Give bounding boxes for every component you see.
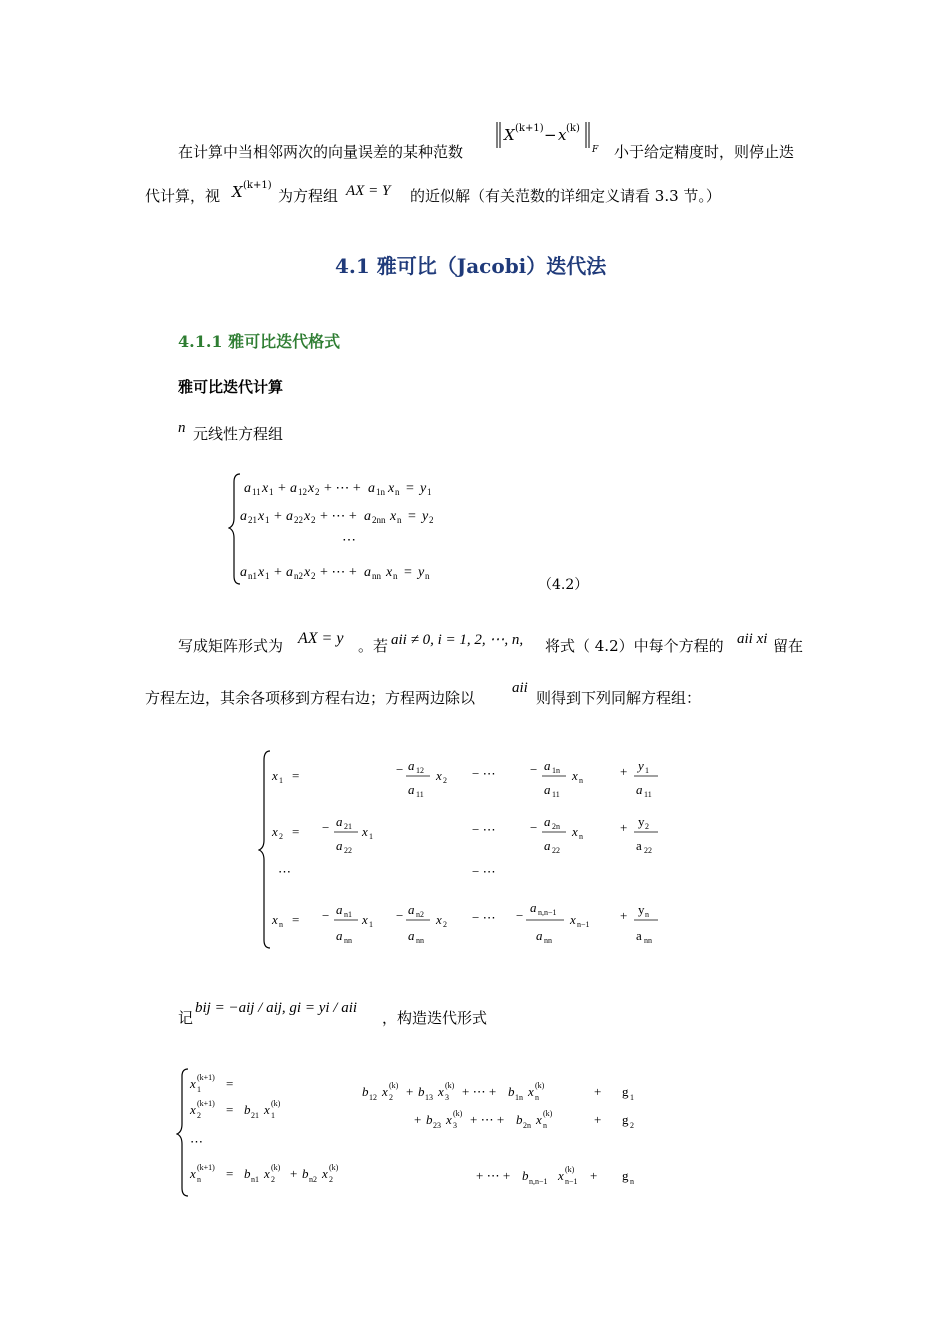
norm-expression [494, 118, 612, 162]
svg-text:a: a [544, 758, 551, 773]
svg-text:3: 3 [453, 1121, 457, 1130]
svg-text:+: + [590, 1168, 598, 1183]
svg-text:−: − [396, 762, 404, 777]
svg-text:=: = [226, 1076, 234, 1091]
svg-text:2: 2 [279, 832, 283, 841]
svg-text:3: 3 [445, 1093, 449, 1102]
svg-text:a: a [364, 509, 371, 524]
svg-text:x: x [264, 1166, 270, 1181]
svg-text:b: b [426, 1112, 433, 1127]
svg-text:a: a [336, 928, 343, 943]
svg-text:x: x [258, 565, 265, 580]
svg-text:x: x [390, 509, 397, 524]
para2-aii: aii [512, 680, 528, 696]
svg-text:n: n [279, 920, 283, 929]
n-text: 元线性方程组 [193, 425, 284, 443]
svg-text:(k+1): (k+1) [197, 1099, 215, 1108]
para1-text-e: 的近似解（有关范数的详细定义请看 3.3 节。） [410, 187, 721, 205]
para1-line2 [145, 186, 220, 206]
svg-text:−: − [530, 762, 538, 777]
svg-text:12: 12 [416, 766, 424, 775]
svg-text:n2: n2 [416, 910, 424, 919]
svg-text:x: x [362, 824, 368, 839]
para1-text-b: 小于给定精度时，则停止迭 [614, 143, 795, 161]
svg-text:b: b [244, 1166, 251, 1181]
para1-text-a: 在计算中当相邻两次的向量误差的某种范数 [178, 143, 464, 161]
svg-text:1: 1 [271, 1111, 275, 1120]
svg-text:+ ⋯ +: + ⋯ + [320, 509, 357, 524]
svg-text:− ⋯: − ⋯ [472, 864, 496, 879]
svg-text:+: + [620, 908, 628, 923]
svg-text:(k): (k) [271, 1163, 281, 1172]
svg-text:(k): (k) [271, 1099, 281, 1108]
svg-text:x: x [558, 126, 567, 144]
svg-text:2: 2 [630, 1121, 634, 1130]
svg-text:nn: nn [544, 936, 552, 945]
svg-text:a: a [286, 509, 293, 524]
svg-text:x: x [304, 509, 311, 524]
svg-text:x: x [264, 1102, 270, 1117]
svg-text:22: 22 [294, 515, 303, 525]
svg-text:b: b [302, 1166, 309, 1181]
svg-text:11: 11 [552, 790, 560, 799]
svg-text:x: x [528, 1084, 534, 1099]
svg-text:a: a [240, 509, 247, 524]
svg-text:x: x [572, 768, 578, 783]
svg-text:− ⋯: − ⋯ [472, 766, 496, 781]
svg-text:(k): (k) [566, 123, 580, 134]
svg-text:−: − [396, 908, 404, 923]
svg-text:b: b [418, 1084, 425, 1099]
svg-text:2: 2 [197, 1111, 201, 1120]
svg-text:=: = [406, 481, 414, 496]
svg-text:y: y [638, 902, 645, 917]
svg-text:x: x [572, 824, 578, 839]
svg-text:n1: n1 [251, 1175, 259, 1184]
svg-text:(k): (k) [453, 1109, 463, 1118]
svg-text:a: a [240, 565, 247, 580]
svg-text:(k): (k) [389, 1081, 399, 1090]
svg-text:x: x [386, 565, 393, 580]
svg-text:n−1: n−1 [577, 920, 590, 929]
svg-text:2: 2 [429, 515, 434, 525]
svg-text:a: a [544, 814, 551, 829]
para2-b: 。若 [358, 637, 389, 655]
svg-text:x: x [262, 481, 269, 496]
svg-text:x: x [272, 824, 278, 839]
svg-text:y: y [420, 481, 427, 496]
svg-text:2: 2 [271, 1175, 275, 1184]
svg-text:n: n [543, 1121, 547, 1130]
svg-text:⋯: ⋯ [342, 533, 356, 548]
svg-text:−: − [322, 908, 330, 923]
svg-text:n: n [645, 910, 649, 919]
svg-text:a: a [244, 481, 251, 496]
svg-text:n: n [425, 571, 430, 581]
svg-text:a: a [408, 782, 415, 797]
svg-text:y: y [638, 758, 644, 773]
svg-text:n: n [393, 571, 398, 581]
svg-text:=: = [404, 565, 412, 580]
svg-text:n: n [397, 515, 402, 525]
svg-text:x: x [258, 509, 265, 524]
svg-text:n−1: n−1 [565, 1177, 578, 1186]
svg-text:+: + [290, 1166, 298, 1181]
para1-line2-c [410, 186, 721, 206]
svg-text:+: + [278, 481, 286, 496]
svg-text:11: 11 [644, 790, 652, 799]
svg-text:=: = [226, 1166, 234, 1181]
svg-text:b: b [516, 1112, 523, 1127]
svg-text:F: F [592, 145, 599, 155]
svg-text:=: = [292, 824, 300, 839]
svg-text:−: − [530, 820, 538, 835]
svg-text:1n: 1n [552, 766, 560, 775]
svg-text:a: a [408, 758, 415, 773]
svg-text:a: a [408, 928, 415, 943]
para3-a: 记 [178, 1009, 194, 1027]
xk1-symbol [230, 176, 276, 208]
axy-symbol: AX = Y [346, 183, 391, 199]
svg-text:+: + [620, 820, 628, 835]
svg-text:⋯: ⋯ [278, 864, 291, 879]
svg-text:x: x [308, 481, 315, 496]
svg-text:⋯: ⋯ [190, 1134, 203, 1149]
svg-text:a: a [636, 928, 642, 943]
svg-text:+: + [274, 509, 282, 524]
svg-text:+: + [594, 1112, 602, 1127]
svg-text:nn: nn [416, 936, 424, 945]
svg-text:a: a [636, 838, 642, 853]
svg-text:1: 1 [369, 832, 373, 841]
svg-text:2n: 2n [552, 822, 560, 831]
svg-text:n,n−1: n,n−1 [529, 1177, 548, 1186]
para2-cond: aii ≠ 0, i = 1, 2, ⋯, n, [391, 632, 524, 648]
svg-text:=: = [226, 1102, 234, 1117]
svg-text:1: 1 [197, 1085, 201, 1094]
svg-text:g: g [622, 1112, 629, 1127]
svg-text:2: 2 [329, 1175, 333, 1184]
svg-text:1n: 1n [515, 1093, 523, 1102]
svg-text:11: 11 [252, 487, 261, 497]
svg-text:x: x [272, 912, 278, 927]
svg-text:1: 1 [645, 766, 649, 775]
para1-line2-b [278, 186, 338, 206]
svg-text:n1: n1 [248, 571, 257, 581]
svg-text:22: 22 [644, 846, 652, 855]
svg-text:+: + [274, 565, 282, 580]
svg-text:(k+1): (k+1) [197, 1073, 215, 1082]
svg-text:a: a [536, 928, 543, 943]
subsub-title: 雅可比迭代计算 [178, 378, 284, 396]
equation-system-solved [258, 748, 668, 958]
svg-text:b: b [522, 1168, 529, 1183]
svg-text:2: 2 [315, 487, 320, 497]
svg-text:n1: n1 [344, 910, 352, 919]
svg-text:+: + [620, 764, 628, 779]
svg-text:2: 2 [311, 515, 316, 525]
svg-text:2: 2 [645, 822, 649, 831]
svg-text:22: 22 [552, 846, 560, 855]
svg-text:1: 1 [265, 515, 270, 525]
svg-text:a: a [408, 902, 415, 917]
para2-line2-b: 则得到下列同解方程组： [536, 689, 702, 707]
svg-text:11: 11 [416, 790, 424, 799]
svg-text:n2: n2 [309, 1175, 317, 1184]
svg-text:−: − [322, 820, 330, 835]
svg-text:12: 12 [369, 1093, 377, 1102]
svg-text:b: b [362, 1084, 369, 1099]
svg-text:+: + [414, 1112, 422, 1127]
svg-text:− ⋯: − ⋯ [472, 822, 496, 837]
svg-text:(k): (k) [565, 1165, 575, 1174]
svg-text:a: a [544, 782, 551, 797]
svg-text:+ ⋯ +: + ⋯ + [324, 481, 361, 496]
svg-text:2nn: 2nn [372, 515, 386, 525]
svg-text:a: a [336, 902, 343, 917]
para3-b: ，构造迭代形式 [382, 1009, 488, 1027]
svg-text:(k+1): (k+1) [515, 123, 544, 134]
svg-text:x: x [436, 912, 442, 927]
equation-number: （4.2） [538, 577, 589, 593]
svg-text:a: a [336, 814, 343, 829]
svg-text:1: 1 [369, 920, 373, 929]
svg-text:1n: 1n [376, 487, 385, 497]
svg-text:nn: nn [372, 571, 381, 581]
svg-text:a: a [544, 838, 551, 853]
svg-text:x: x [558, 1168, 564, 1183]
svg-text:(k+1): (k+1) [243, 180, 272, 191]
svg-text:− ⋯: − ⋯ [472, 910, 496, 925]
svg-text:=: = [292, 768, 300, 783]
svg-text:x: x [436, 768, 442, 783]
para1-line1-start [178, 142, 463, 162]
svg-text:1: 1 [269, 487, 274, 497]
svg-text:2: 2 [389, 1093, 393, 1102]
svg-text:x: x [322, 1166, 328, 1181]
svg-text:2: 2 [443, 920, 447, 929]
para1-text-c: 代计算，视 [145, 187, 221, 205]
svg-text:+ ⋯ +: + ⋯ + [320, 565, 357, 580]
svg-text:X: X [504, 126, 515, 144]
svg-text:13: 13 [425, 1093, 433, 1102]
svg-text:+ ⋯ +: + ⋯ + [470, 1112, 505, 1127]
svg-text:y: y [422, 509, 429, 524]
svg-text:n: n [197, 1175, 201, 1184]
svg-text:n: n [579, 776, 583, 785]
svg-text:+: + [594, 1084, 602, 1099]
svg-text:22: 22 [344, 846, 352, 855]
svg-text:(k): (k) [329, 1163, 339, 1172]
svg-text:a: a [336, 838, 343, 853]
para2-axy: AX = y [298, 630, 344, 647]
svg-text:X: X [232, 183, 243, 201]
svg-text:1: 1 [265, 571, 270, 581]
svg-text:x: x [272, 768, 278, 783]
svg-text:(k+1): (k+1) [197, 1163, 215, 1172]
svg-text:a: a [636, 782, 643, 797]
svg-text:21: 21 [251, 1111, 259, 1120]
svg-text:a: a [530, 900, 537, 915]
svg-text:x: x [388, 481, 395, 496]
para2-line2-a: 方程左边，其余各项移到方程右边；方程两边除以 [145, 689, 476, 707]
svg-text:y: y [418, 565, 425, 580]
svg-text:nn: nn [344, 936, 352, 945]
svg-text:n,n−1: n,n−1 [538, 908, 557, 917]
svg-text:y: y [638, 814, 645, 829]
svg-text:n2: n2 [294, 571, 303, 581]
svg-text:a: a [364, 565, 371, 580]
svg-text:21: 21 [248, 515, 257, 525]
svg-text:2: 2 [443, 776, 447, 785]
svg-text:x: x [438, 1084, 444, 1099]
svg-text:23: 23 [433, 1121, 441, 1130]
svg-text:nn: nn [644, 936, 652, 945]
svg-text:1: 1 [279, 776, 283, 785]
n-variable: n [178, 420, 186, 436]
para2-a: 写成矩阵形式为 [178, 637, 284, 655]
para1-text-d: 为方程组 [278, 187, 339, 205]
svg-text:=: = [408, 509, 416, 524]
equation-system-4-2 [228, 470, 478, 594]
svg-text:12: 12 [298, 487, 307, 497]
svg-text:b: b [244, 1102, 251, 1117]
svg-text:x: x [190, 1166, 196, 1181]
para2-d: 留在 [773, 637, 804, 655]
svg-text:n: n [579, 832, 583, 841]
section-title: 4.1 雅可比（Jacobi）迭代法 [335, 254, 607, 278]
svg-text:x: x [382, 1084, 388, 1099]
svg-text:+ ⋯ +: + ⋯ + [462, 1084, 497, 1099]
svg-text:a: a [290, 481, 297, 496]
svg-text:x: x [190, 1076, 196, 1091]
svg-text:x: x [446, 1112, 452, 1127]
para2-aiixi: aii xi [737, 631, 768, 647]
svg-text:−: − [544, 126, 557, 144]
svg-text:x: x [304, 565, 311, 580]
svg-text:a: a [286, 565, 293, 580]
svg-text:21: 21 [344, 822, 352, 831]
svg-text:1: 1 [630, 1093, 634, 1102]
subsection-title: 4.1.1 雅可比迭代格式 [178, 332, 341, 351]
svg-text:−: − [516, 908, 524, 923]
svg-text:x: x [570, 912, 576, 927]
svg-text:x: x [362, 912, 368, 927]
para1-line1-end [614, 142, 794, 162]
svg-text:b: b [508, 1084, 515, 1099]
svg-text:+ ⋯ +: + ⋯ + [476, 1168, 511, 1183]
svg-text:2n: 2n [523, 1121, 531, 1130]
svg-text:(k): (k) [535, 1081, 545, 1090]
svg-text:a: a [368, 481, 375, 496]
svg-text:1: 1 [427, 487, 432, 497]
svg-text:x: x [190, 1102, 196, 1117]
svg-text:(k): (k) [445, 1081, 455, 1090]
svg-text:n: n [535, 1093, 539, 1102]
svg-text:2: 2 [311, 571, 316, 581]
svg-text:(k): (k) [543, 1109, 553, 1118]
para3-def: bij = −aij / aij, gi = yi / aii [195, 1000, 358, 1016]
svg-text:n: n [630, 1177, 634, 1186]
svg-text:+: + [406, 1084, 414, 1099]
para2-c: 将式（ 4.2）中每个方程的 [545, 637, 724, 655]
svg-text:=: = [292, 912, 300, 927]
svg-text:n: n [395, 487, 400, 497]
svg-text:x: x [536, 1112, 542, 1127]
iteration-system [176, 1066, 656, 1204]
svg-text:g: g [622, 1168, 629, 1183]
svg-text:g: g [622, 1084, 629, 1099]
